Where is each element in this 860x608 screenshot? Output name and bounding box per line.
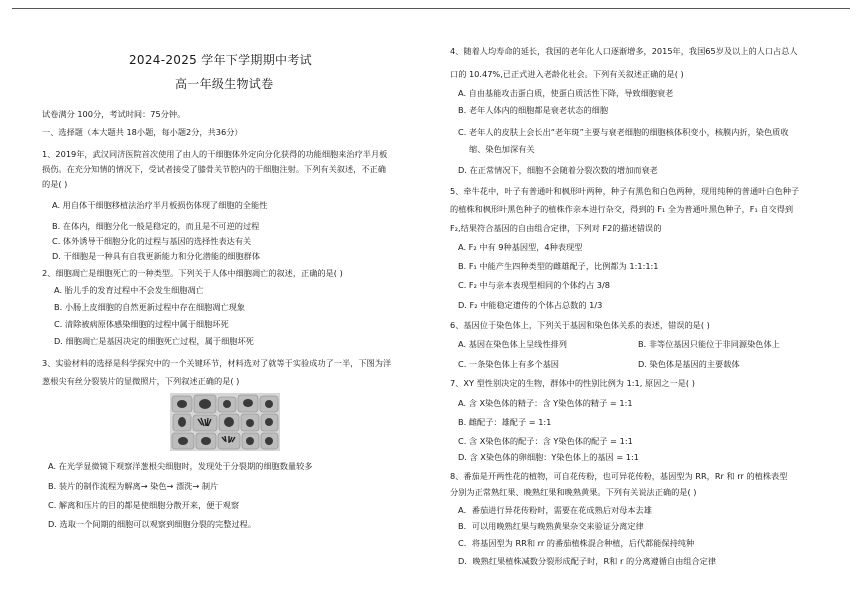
exam-title: 2024-2025 学年下学期期中考试: [129, 53, 312, 67]
q6-stem: 6、基因位于染色体上，下列关于基因和染色体关系的表述，错误的是( ): [450, 320, 710, 330]
q8-option-d: D．晚熟红果植株减数分裂形成配子时，R和 r 的分离遵循自由组合定律: [458, 556, 717, 566]
q6-option-a: A. 基因在染色体上呈线性排列: [458, 339, 567, 349]
top-rule: [12, 8, 850, 9]
q5-option-c: C. F₂ 中与亲本表现型相同的个体约占 3/8: [458, 280, 610, 290]
q8-stem-line2: 分别为正常熟红果、晚熟红果和晚熟黄果。下列有关说法正确的是( ): [450, 487, 697, 497]
q3-stem-line1: 3、实验材料的选择是科学探究中的一个关键环节，材料选对了就等于实验成功了一半，下图为洋: [42, 358, 392, 368]
q1-option-b: B. 在体内，细胞分化一般是稳定的，而且是不可逆的过程: [52, 221, 260, 231]
q5-stem-line3: F₂,结果符合基因的自由组合定律，下列对 F2的描述错误的: [450, 223, 662, 233]
q4-stem-line1: 4、随着人均寿命的延长，我国的老年化人口逐渐增多，2015年，我国65岁及以上的人口占总人: [450, 46, 798, 56]
q5-option-b: B. F₁ 中能产生四种类型的雌雄配子，比例都为 1:1:1:1: [458, 261, 659, 271]
q5-stem-line1: 5、牵牛花中，叶子有普通叶和枫形叶两种，种子有黑色和白色两种，现用纯种的普通叶白色种子: [450, 186, 800, 196]
q7-option-d: D. 含 X染色体的卵细胞：Y染色体上的基因 = 1:1: [458, 452, 639, 462]
q7-option-c: C. 含 X染色体的配子：含 Y染色体的配子 = 1:1: [458, 436, 633, 446]
q7-stem: 7、XY 型性别决定的生物，群体中的性别比例为 1:1, 原因之一是( ): [450, 378, 695, 388]
q6-option-c: C. 一条染色体上有多个基因: [458, 359, 559, 369]
q5-stem-line2: 的植株和枫形叶黑色种子的植株作亲本进行杂交，得到的 F₁ 全为普通叶黑色种子，F₁ 自交得到: [450, 204, 794, 214]
q8-option-b: B．可以用晚熟红果与晚熟黄果杂交来验证分离定律: [458, 521, 644, 531]
q2-option-a: A. 胎儿手的发育过程中不会发生细胞凋亡: [54, 285, 204, 295]
onion-root-tip-micrograph: [170, 393, 280, 451]
q6-option-d: D. 染色体是基因的主要载体: [638, 359, 740, 369]
q4-stem-line2: 口的 10.47%,已正式进入老龄化社会。下列有关叙述正确的是( ): [450, 69, 684, 79]
q1-stem-line2: 损伤。在充分知情的情况下，受试者接受了膝骨关节腔内的干细胞注射。下列有关叙述，不正确: [42, 164, 386, 174]
q2-stem: 2、细胞凋亡是细胞死亡的一种类型。下列关于人体中细胞凋亡的叙述，正确的是( ): [42, 268, 343, 278]
q3-option-b: B. 装片的制作流程为解离→ 染色→ 漂洗→ 制片: [48, 481, 219, 491]
q6-option-b: B. 非等位基因只能位于非同源染色体上: [638, 339, 780, 349]
q4-option-c-line2: 缩、染色加深有关: [469, 144, 535, 154]
exam-subtitle: 高一年级生物试卷: [175, 77, 274, 91]
section-heading: 一、选择题（本大题共 18小题，每小题2分，共36分）: [42, 127, 243, 137]
q3-option-d: D. 选取一个间期的细胞可以观察到细胞分裂的完整过程。: [48, 519, 257, 529]
q7-option-b: B. 雌配子：雄配子 = 1:1: [458, 417, 552, 427]
q7-option-a: A. 含 X染色体的精子：含 Y染色体的精子 = 1:1: [458, 398, 633, 408]
q4-option-a: A. 自由基能攻击蛋白质，使蛋白质活性下降，导致细胞衰老: [458, 88, 674, 98]
q3-stem-line2: 葱根尖有丝分裂装片的显微照片，下列叙述正确的是( ): [42, 376, 240, 386]
q8-option-a: A．番茄进行异花传粉时，需要在花成熟后对母本去雄: [458, 505, 652, 515]
q2-option-c: C. 清除被病原体感染细胞的过程中属于细胞坏死: [54, 319, 229, 329]
q1-stem-line1: 1、2019年，武汉同济医院首次使用了由人的干细胞体外定向分化获得的功能细胞来治疗半月板: [42, 149, 388, 159]
q3-option-a: A. 在光学显微镜下观察洋葱根尖细胞时，发现处于分裂期的细胞数量较多: [48, 461, 313, 471]
q4-option-c-line1: C. 老年人的皮肤上会长出“老年斑”主要与衰老细胞的细胞核体积变小，核膜内折，染色质收: [458, 127, 789, 137]
q1-option-a: A. 用自体干细胞移植法治疗半月板损伤体现了细胞的全能性: [52, 200, 268, 210]
q1-option-c: C. 体外诱导干细胞分化的过程与基因的选择性表达有关: [52, 236, 252, 246]
q2-option-d: D. 细胞凋亡是基因决定的细胞死亡过程，属于细胞坏死: [54, 336, 254, 346]
q5-option-a: A. F₂ 中有 9种基因型，4种表现型: [458, 242, 583, 252]
q1-option-d: D. 干细胞是一种具有自我更新能力和分化潜能的细胞群体: [52, 251, 261, 261]
q4-option-b: B. 老年人体内的细胞都是衰老状态的细胞: [458, 105, 609, 115]
q2-option-b: B. 小肠上皮细胞的自然更新过程中存在细胞凋亡现象: [54, 302, 245, 312]
q4-option-d: D. 在正常情况下，细胞不会随着分裂次数的增加而衰老: [458, 165, 658, 175]
exam-info: 试卷满分 100分，考试时间：75分钟。: [42, 109, 186, 119]
q8-option-c: C．将基因型为 RR和 rr 的番茄植株混合种植，后代都能保持纯种: [458, 538, 695, 548]
q5-option-d: D. F₂ 中能稳定遗传的个体占总数的 1/3: [458, 300, 603, 310]
q1-stem-line3: 的是( ): [42, 179, 68, 189]
q3-option-c: C. 解离和压片的目的都是使细胞分散开来，便于观察: [48, 500, 240, 510]
q8-stem-line1: 8、番茄是开两性花的植物，可自花传粉，也可异花传粉，基因型为 RR，Rr 和 rr 的植株表型: [450, 471, 788, 481]
